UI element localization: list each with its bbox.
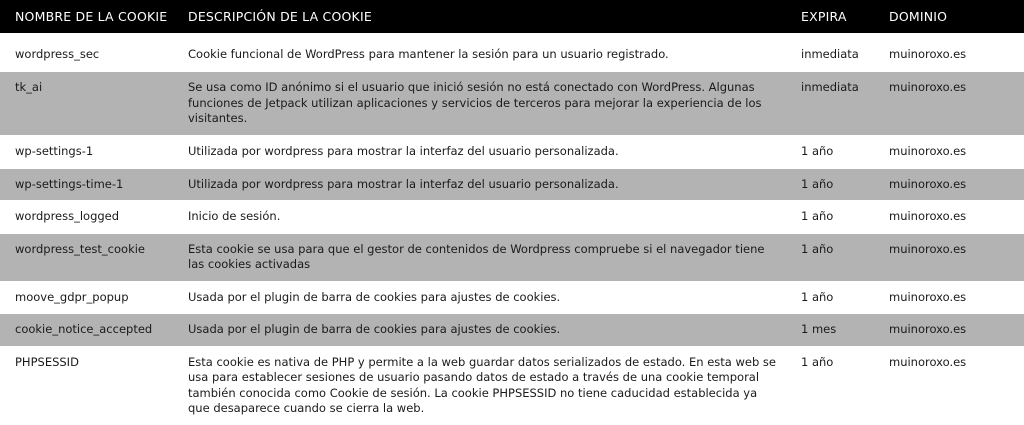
table-row [0,33,1024,72]
cookie-description-cell: Cookie funcional de WordPress para mantener la sesión para un usuario registrado. [173,33,786,72]
cookie-domain-cell: muinoroxo.es [874,135,1024,168]
table-body [0,33,1024,425]
table-row [0,135,1024,168]
header-cookie-description: DESCRIPCIÓN DE LA COOKIE [188,8,372,24]
cookie-name-cell: cookie_notice_accepted [0,314,173,347]
table-row [0,233,1024,281]
cookie-domain-cell: muinoroxo.es [874,72,1024,136]
cookie-name-cell: wordpress_logged [0,201,173,234]
table-header [0,0,1024,33]
cookie-description-cell: Usada por el plugin de barra de cookies para ajustes de cookies. [173,281,786,314]
cookie-name-cell: wp-settings-time-1 [0,168,173,201]
cookie-expires-cell: 1 año [786,281,874,314]
cookie-description-cell: Esta cookie es nativa de PHP y permite a la web guardar datos serializados de estado. En esta web se usa para establecer sesiones de usuario pasando datos de estado a través de una cookie temporal también conocida como Cookie de sesión. La cookie PHPSESSID no tiene caducidad establecida ya que desaparece cuando se cierra la web. [173,346,786,425]
header-expires: EXPIRA [801,8,847,24]
table-row [0,168,1024,201]
cookie-name-cell: PHPSESSID [0,346,173,425]
cookie-domain-cell: muinoroxo.es [874,314,1024,347]
cookie-expires-cell: inmediata [786,72,874,136]
cookie-expires-cell: 1 año [786,135,874,168]
cookie-name-cell: wp-settings-1 [0,135,173,168]
cookie-description-cell: Se usa como ID anónimo si el usuario que inició sesión no está conectado con WordPress. Algunas funciones de Jetpack utilizan aplicaciones y servicios de terceros para mejorar la experiencia de los visitantes. [173,72,786,136]
cookie-name-cell: wordpress_test_cookie [0,233,173,281]
cookie-domain-cell: muinoroxo.es [874,201,1024,234]
table-row [0,281,1024,314]
table-row [0,201,1024,234]
header-cookie-name: NOMBRE DE LA COOKIE [15,8,168,24]
cookie-domain-cell: muinoroxo.es [874,281,1024,314]
cookie-name-cell: tk_ai [0,72,173,136]
cookie-description-cell: Inicio de sesión. [173,201,786,234]
cookie-description-cell: Utilizada por wordpress para mostrar la interfaz del usuario personalizada. [173,135,786,168]
cookie-expires-cell: inmediata [786,33,874,72]
table-row [0,72,1024,136]
cookie-expires-cell: 1 mes [786,314,874,347]
cookie-domain-cell: muinoroxo.es [874,233,1024,281]
cookie-name-cell: moove_gdpr_popup [0,281,173,314]
table-row [0,346,1024,425]
cookie-description-cell: Esta cookie se usa para que el gestor de contenidos de Wordpress compruebe si el navegador tiene las cookies activadas [173,233,786,281]
cookie-expires-cell: 1 año [786,233,874,281]
cookie-expires-cell: 1 año [786,201,874,234]
cookie-domain-cell: muinoroxo.es [874,168,1024,201]
cookie-expires-cell: 1 año [786,346,874,425]
table-row [0,314,1024,347]
cookie-name-cell: wordpress_sec [0,33,173,72]
cookie-description-cell: Utilizada por wordpress para mostrar la interfaz del usuario personalizada. [173,168,786,201]
header-row [0,0,1024,33]
cookie-domain-cell: muinoroxo.es [874,346,1024,425]
cookie-domain-cell: muinoroxo.es [874,33,1024,72]
cookie-description-cell: Usada por el plugin de barra de cookies para ajustes de cookies. [173,314,786,347]
header-domain: DOMINIO [889,8,948,24]
cookie-expires-cell: 1 año [786,168,874,201]
